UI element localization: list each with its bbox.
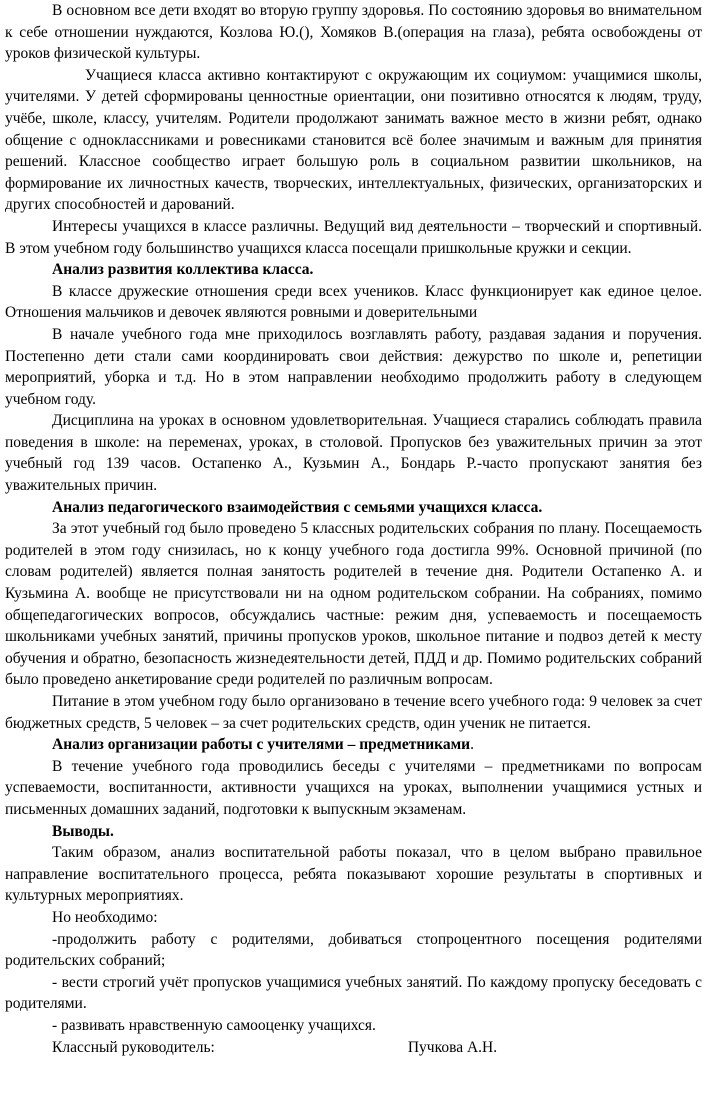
paragraph-nutrition: Питание в этом учебном году было организовано в течение всего учебного года: 9 человек за счет бюджетных средств, 5 человек – за счет родительских средств, один ученик не питается. bbox=[5, 693, 702, 732]
signature-role: Классный руководитель: bbox=[52, 1038, 215, 1056]
list-item-parents: -продолжить работу с родителями, добиваться стопроцентного посещения родителями родительских собраний; bbox=[5, 930, 702, 970]
signature-name: Пучкова А.Н. bbox=[407, 1038, 498, 1056]
paragraph-interests: Интересы учащихся в классе различны. Ведущий вид деятельности – творческий и спортивный. В этом учебном году большинство учащихся класса посещали пришкольные кружки и секции. bbox=[5, 217, 702, 257]
paragraph-health: В основном все дети входят во вторую группу здоровья. По состоянию здоровья во внимательном к себе отношении нуждаются, Козлова Ю.(), Хомяков В.(операция на глаза), ребята освобождены от уроков физической культуры. bbox=[5, 2, 702, 63]
heading-families: Анализ педагогического взаимодействия с семьями учащихся класса. bbox=[52, 498, 543, 516]
paragraph-coordination: В начале учебного года мне приходилось возглавлять работу, раздавая задания и поручения. Постепенно дети стали сами координировать свои действия: дежурство по школе и, репетиции мероприятий, уборка и т.д. Но в этом направлении необходимо продолжить работу в следующем учебном году. bbox=[5, 325, 702, 408]
paragraph-relations: В классе дружеские отношения среди всех учеников. Класс функционирует как единое целое. Отношения мальчиков и девочек являются ровными и доверительными bbox=[5, 282, 702, 322]
paragraph-meetings: За этот учебный год было проведено 5 классных родительских собрания по плану. Посещаемость родителей в этом году снизилась, но к концу учебного года достигла 99%. Основной причиной (по словам родителей) является полная занятость родителей в течение дня. Родители Остапенко А. и Кузьмина А. вообще не присутствовали ни на одном родительском собрании. На собраниях, помимо общепедагогических вопросов, обсуждались частные: режим дня, успеваемость и посещаемость школьниками учебных занятий, причины пропусков уроков, школьное питание и подвоз детей к месту обучения и обратно, безопасность жизнедеятельности детей, ПДД и др. Помимо родительских собраний было проведено анкетирование среди родителей по различным вопросам. bbox=[5, 520, 702, 689]
list-item-absences: - вести строгий учёт пропусков учащимися учебных занятий. По каждому пропуску беседовать с родителями. bbox=[5, 973, 702, 1013]
heading-teachers-period: . bbox=[470, 736, 474, 754]
paragraph-conversations: В течение учебного года проводились беседы с учителями – предметниками по вопросам успеваемости, воспитанности, активности учащихся на уроках, выполнении учащимися устных и письменных домашних заданий, подготовки к выпускным экзаменам. bbox=[5, 757, 702, 818]
heading-conclusions: Выводы. bbox=[52, 822, 114, 840]
paragraph-discipline: Дисциплина на уроках в основном удовлетворительная. Учащиеся старались соблюдать правила поведения в школе: на переменах, уроках, в столовой. Пропусков без уважительных причин за этот учебный год 139 часов. Остапенко А., Кузьмин А., Бондарь Р.-часто пропускают занятия без уважительных причин. bbox=[5, 412, 702, 495]
heading-teachers-text: Анализ организации работы с учителями – предметниками bbox=[52, 736, 471, 754]
paragraph-social: Учащиеся класса активно контактируют с окружающим их социумом: учащимися школы, учителями. У детей сформированы ценностные ориентации, они позитивно относятся к людям, труду, учёбе, школе, классу, учителям. Родители продолжают занимать важное место в жизни ребят, однако общение с одноклассниками и ровесниками становится всё более значимым и важным для принятия решений. Классное сообщество играет большую роль в социальном развитии школьников, на формирование их личностных качеств, творческих, интеллектуальных, физических, организаторских и других способностей и дарований. bbox=[5, 66, 702, 214]
paragraph-summary: Таким образом, анализ воспитательной работы показал, что в целом выбрано правильное направление воспитательного процесса, ребята показывают хорошие результаты в спортивных и культурных мероприятиях. bbox=[5, 844, 702, 905]
heading-teachers bbox=[5, 734, 702, 756]
list-item-self-esteem: - развивать нравственную самооценку учащихся. bbox=[52, 1016, 376, 1034]
heading-collective: Анализ развития коллектива класса. bbox=[52, 261, 314, 279]
paragraph-necessary: Но необходимо: bbox=[52, 908, 158, 926]
signature-line bbox=[5, 1037, 702, 1059]
